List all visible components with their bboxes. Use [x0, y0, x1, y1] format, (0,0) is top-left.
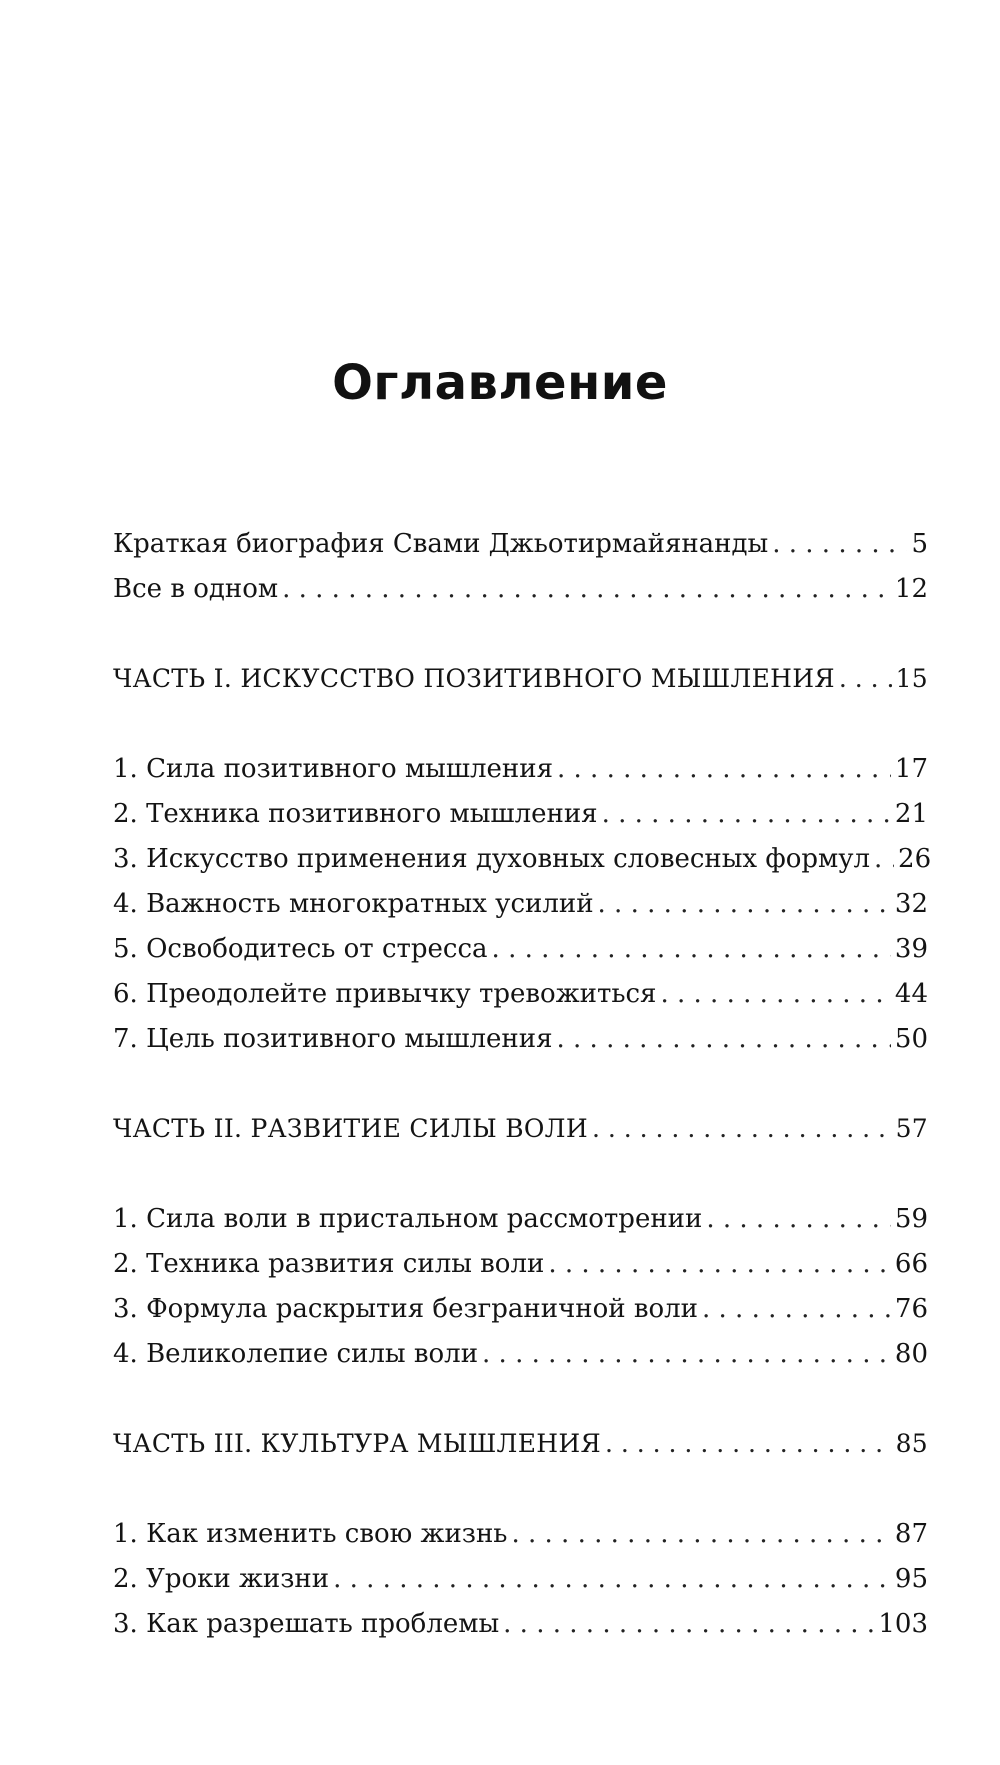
toc-entry-page: 15 [895, 664, 928, 693]
toc-entry-label: 3. Искусство применения духовных словесных формул [113, 844, 871, 874]
toc-entry [113, 1514, 928, 1554]
toc-entry-page: 59 [894, 1204, 928, 1234]
toc-entry-page: 17 [894, 754, 928, 784]
toc-part-heading [113, 1109, 928, 1149]
toc-entry-label: ЧАСТЬ II. РАЗВИТИЕ СИЛЫ ВОЛИ [113, 1114, 588, 1143]
toc-entry-label: 7. Цель позитивного мышления [113, 1024, 553, 1054]
toc-entry-page: 87 [894, 1519, 928, 1549]
toc-entry [113, 1559, 928, 1599]
toc-entry-page: 80 [894, 1339, 928, 1369]
dot-leader [839, 659, 892, 699]
dot-leader [702, 1289, 891, 1329]
toc-entry-page: 50 [894, 1024, 928, 1054]
dot-leader [548, 1244, 891, 1284]
toc-entry [113, 1604, 928, 1644]
dot-leader [503, 1604, 874, 1644]
toc-entry-label: ЧАСТЬ I. ИСКУССТВО ПОЗИТИВНОГО МЫШЛЕНИЯ [113, 664, 835, 693]
toc-entry-page: 57 [895, 1114, 928, 1143]
dot-leader [282, 569, 891, 609]
toc-entry-label: 5. Освободитесь от стресса [113, 934, 488, 964]
toc-entry-page: 39 [894, 934, 928, 964]
dot-leader [706, 1199, 891, 1239]
toc-entry-label: 6. Преодолейте привычку тревожиться [113, 979, 657, 1009]
dot-leader [592, 1109, 892, 1149]
table-of-contents [113, 0, 932, 1765]
toc-entry-page: 95 [894, 1564, 928, 1594]
toc-entry-label: 1. Сила воли в пристальном рассмотрении [113, 1204, 703, 1234]
toc-entry [113, 1289, 928, 1329]
dot-leader [492, 929, 891, 969]
toc-entry [113, 929, 928, 969]
page-title: Оглавление [332, 355, 668, 411]
dot-leader [660, 974, 890, 1014]
toc-entry [113, 1334, 928, 1374]
toc-entry-page: 66 [894, 1249, 928, 1279]
toc-entry [113, 839, 932, 879]
toc-entry [113, 524, 928, 564]
toc-entry [113, 1199, 928, 1239]
dot-leader [511, 1514, 890, 1554]
toc-entry-page: 5 [911, 529, 928, 559]
dot-leader [874, 839, 894, 879]
toc-entry-label: Краткая биография Свами Джьотирмайянанды [113, 529, 769, 559]
toc-entry [113, 1019, 928, 1059]
toc-entry-label: 4. Великолепие силы воли [113, 1339, 479, 1369]
toc-entry-label: 1. Как изменить свою жизнь [113, 1519, 508, 1549]
toc-entry [113, 794, 928, 834]
toc-entry-page: 76 [894, 1294, 928, 1324]
toc-entry-label: 2. Уроки жизни [113, 1564, 330, 1594]
toc-entry-label: Все в одном [113, 574, 279, 604]
toc-part-heading [113, 1424, 928, 1464]
toc-entry-label: 3. Как разрешать проблемы [113, 1609, 500, 1639]
toc-part-heading [113, 659, 928, 699]
toc-entry-page: 103 [878, 1609, 928, 1639]
toc-entry [113, 749, 928, 789]
toc-entry-page: 21 [894, 799, 928, 829]
toc-entry-label: 1. Сила позитивного мышления [113, 754, 553, 784]
toc-entry [113, 1244, 928, 1284]
dot-leader [557, 749, 891, 789]
dot-leader [602, 794, 891, 834]
toc-entry-label: 2. Техника позитивного мышления [113, 799, 598, 829]
dot-leader [598, 884, 891, 924]
toc-entry-page: 26 [898, 844, 932, 874]
toc-entry-label: ЧАСТЬ III. КУЛЬТУРА МЫШЛЕНИЯ [113, 1429, 601, 1458]
toc-entry-page: 32 [894, 889, 928, 919]
toc-entry-page: 44 [894, 979, 928, 1009]
dot-leader [333, 1559, 891, 1599]
dot-leader [772, 524, 907, 564]
toc-entry-page: 12 [894, 574, 928, 604]
toc-entry [113, 974, 928, 1014]
toc-entry-label: 3. Формула раскрытия безграничной воли [113, 1294, 698, 1324]
toc-entry [113, 569, 928, 609]
toc-entry-page: 85 [895, 1429, 928, 1458]
toc-entry-label: 4. Важность многократных усилий [113, 889, 594, 919]
toc-entry-label: 2. Техника развития силы воли [113, 1249, 545, 1279]
dot-leader [557, 1019, 891, 1059]
dot-leader [605, 1424, 892, 1464]
toc-entry [113, 884, 928, 924]
dot-leader [482, 1334, 891, 1374]
